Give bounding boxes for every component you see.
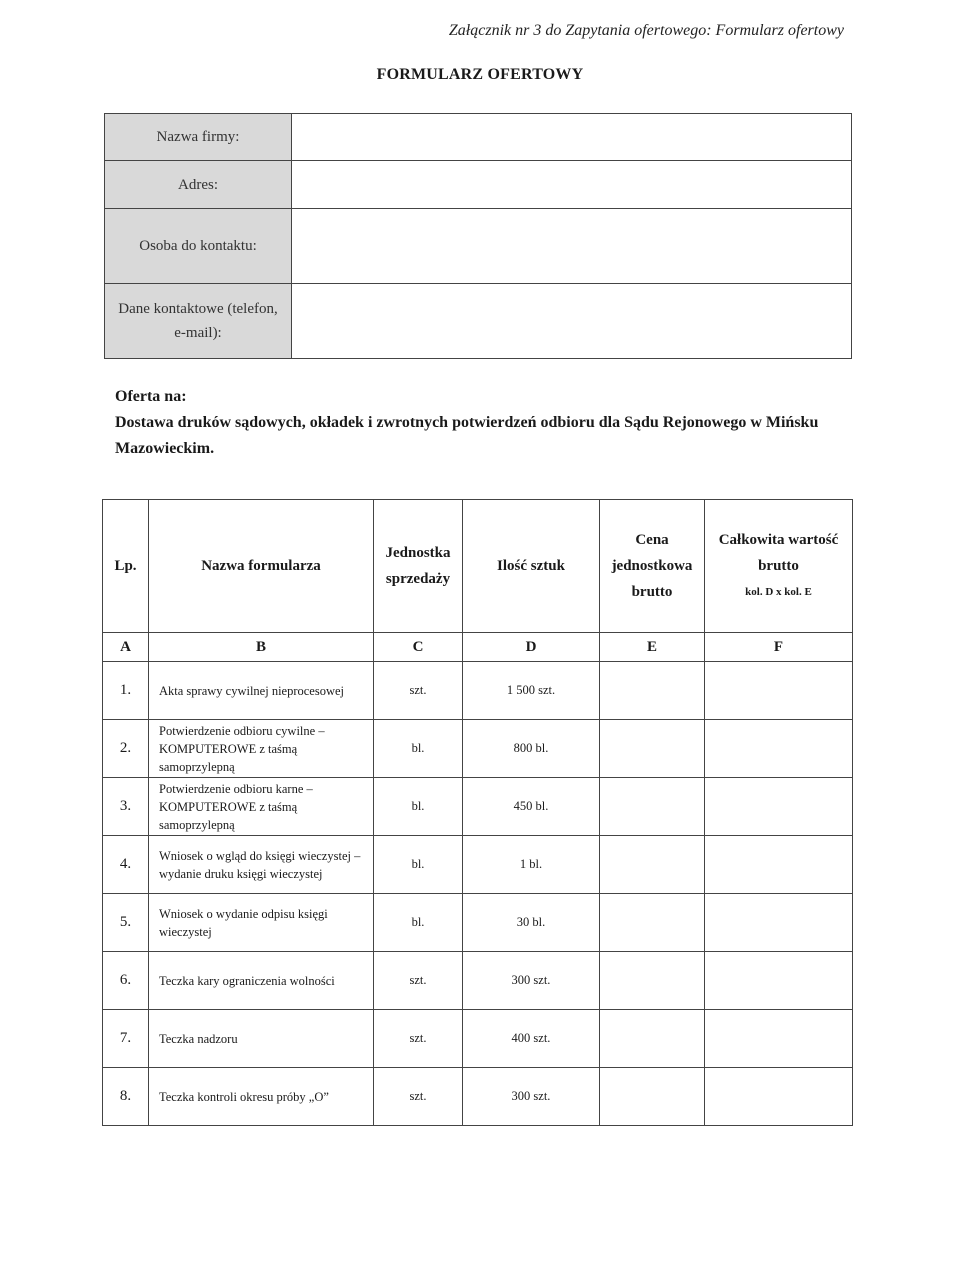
table-row	[103, 662, 853, 720]
row-lp: 7.	[103, 1010, 149, 1068]
row-lp: 2.	[103, 720, 149, 778]
offer-description: Dostawa druków sądowych, okładek i zwrotnych potwierdzeń odbioru dla Sądu Rejonowego w Mińsku Mazowieckim.	[115, 414, 819, 457]
table-row	[103, 1068, 853, 1126]
annex-label: Załącznik nr 3 do Zapytania ofertowego: Formularz ofertowy	[448, 22, 844, 39]
contact-details-label: Dane kontaktowe (telefon, e-mail):	[105, 284, 292, 359]
company-info-table	[104, 113, 852, 359]
row-lp: 1.	[103, 662, 149, 720]
row-total-field[interactable]	[705, 836, 853, 894]
row-name: Akta sprawy cywilnej nieprocesowej	[149, 662, 374, 720]
contact-person-field[interactable]	[292, 209, 852, 284]
letter-e: E	[600, 633, 705, 662]
row-name: Potwierdzenie odbioru cywilne – KOMPUTEROWE z taśmą samoprzylepną	[149, 720, 374, 778]
letter-d: D	[463, 633, 600, 662]
letter-c: C	[374, 633, 463, 662]
letter-a: A	[103, 633, 149, 662]
row-qty: 450 bl.	[463, 778, 600, 836]
row-name: Teczka nadzoru	[149, 1010, 374, 1068]
row-price-field[interactable]	[600, 778, 705, 836]
contact-person-label: Osoba do kontaktu:	[105, 209, 292, 284]
table-row	[103, 720, 853, 778]
row-lp: 3.	[103, 778, 149, 836]
row-lp: 6.	[103, 952, 149, 1010]
row-qty: 1 500 szt.	[463, 662, 600, 720]
row-total-field[interactable]	[705, 662, 853, 720]
row-price-field[interactable]	[600, 952, 705, 1010]
row-unit: bl.	[374, 720, 463, 778]
row-qty: 400 szt.	[463, 1010, 600, 1068]
row-total-field[interactable]	[705, 778, 853, 836]
row-price-field[interactable]	[600, 1068, 705, 1126]
row-qty: 30 bl.	[463, 894, 600, 952]
document-title: FORMULARZ OFERTOWY	[376, 66, 584, 83]
row-name: Teczka kontroli okresu próby „O”	[149, 1068, 374, 1126]
row-price-field[interactable]	[600, 836, 705, 894]
header-lp: Lp.	[103, 500, 149, 633]
address-field[interactable]	[292, 161, 852, 209]
header-total	[705, 500, 853, 633]
table-row	[103, 778, 853, 836]
header-total-note: kol. D x kol. E	[745, 586, 812, 598]
table-row	[103, 894, 853, 952]
row-total-field[interactable]	[705, 894, 853, 952]
row-unit: szt.	[374, 1010, 463, 1068]
row-name: Wniosek o wydanie odpisu księgi wieczystej	[149, 894, 374, 952]
table-row	[103, 952, 853, 1010]
items-table	[102, 499, 853, 1126]
row-name: Potwierdzenie odbioru karne – KOMPUTEROWE z taśmą samoprzylepną	[149, 778, 374, 836]
company-name-field[interactable]	[292, 114, 852, 161]
row-qty: 1 bl.	[463, 836, 600, 894]
company-name-label: Nazwa firmy:	[105, 114, 292, 161]
row-total-field[interactable]	[705, 952, 853, 1010]
row-price-field[interactable]	[600, 894, 705, 952]
row-name: Wniosek o wgląd do księgi wieczystej – wydanie druku księgi wieczystej	[149, 836, 374, 894]
row-name: Teczka kary ograniczenia wolności	[149, 952, 374, 1010]
row-lp: 5.	[103, 894, 149, 952]
header-unit: Jednostka sprzedaży	[374, 500, 463, 633]
table-row	[103, 836, 853, 894]
row-unit: bl.	[374, 836, 463, 894]
table-row	[103, 1010, 853, 1068]
row-unit: szt.	[374, 952, 463, 1010]
contact-details-field[interactable]	[292, 284, 852, 359]
header-price: Cena jednostkowa brutto	[600, 500, 705, 633]
row-unit: bl.	[374, 778, 463, 836]
row-price-field[interactable]	[600, 1010, 705, 1068]
row-qty: 300 szt.	[463, 952, 600, 1010]
letter-b: B	[149, 633, 374, 662]
row-lp: 4.	[103, 836, 149, 894]
header-total-label: Całkowita wartość brutto	[718, 532, 839, 574]
header-qty: Ilość sztuk	[463, 500, 600, 633]
row-qty: 300 szt.	[463, 1068, 600, 1126]
row-unit: szt.	[374, 662, 463, 720]
row-price-field[interactable]	[600, 720, 705, 778]
row-unit: bl.	[374, 894, 463, 952]
offer-label: Oferta na:	[115, 388, 187, 405]
header-name: Nazwa formularza	[149, 500, 374, 633]
row-qty: 800 bl.	[463, 720, 600, 778]
row-total-field[interactable]	[705, 1010, 853, 1068]
offer-section	[115, 384, 855, 462]
row-total-field[interactable]	[705, 720, 853, 778]
row-price-field[interactable]	[600, 662, 705, 720]
address-label: Adres:	[105, 161, 292, 209]
row-total-field[interactable]	[705, 1068, 853, 1126]
letter-f: F	[705, 633, 853, 662]
row-unit: szt.	[374, 1068, 463, 1126]
row-lp: 8.	[103, 1068, 149, 1126]
